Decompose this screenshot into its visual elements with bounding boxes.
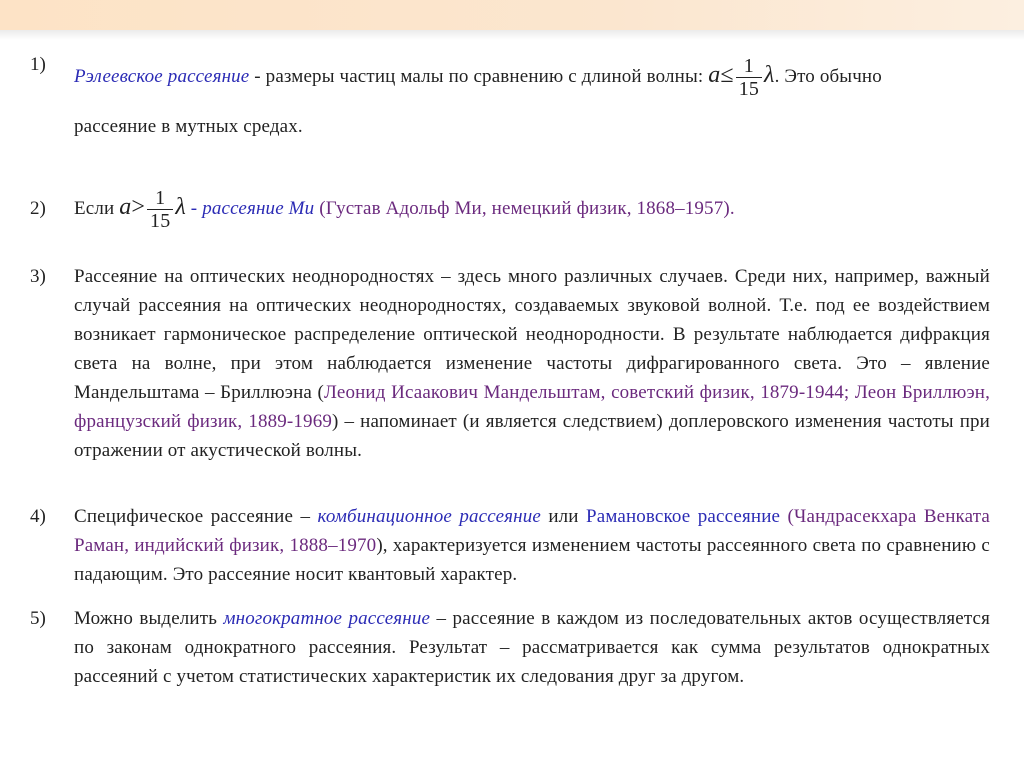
formula-fraction	[736, 55, 762, 100]
item-text-part: или	[540, 506, 587, 527]
formula-a: a	[708, 62, 721, 88]
person-mandelstam: Леонид Исаакович Мандельштам, советский физик, 1879-1944	[323, 382, 844, 403]
list-item-4	[30, 502, 990, 589]
list-item-5	[30, 604, 990, 691]
fraction-denominator: 15	[738, 78, 760, 101]
item-text	[74, 604, 990, 691]
item-text	[74, 262, 990, 465]
item-number: 4)	[30, 506, 46, 527]
fraction-denominator: 15	[150, 210, 171, 233]
slide-body	[0, 40, 1024, 767]
formula-le: ≤	[720, 62, 734, 88]
item-text-part: Можно выделить	[74, 608, 224, 629]
item-text-dash: -	[185, 198, 203, 219]
person-mie: (Густав Адольф Ми, немецкий физик, 1868–1957).	[314, 198, 735, 219]
item-text-part: Рассеяние на оптических неоднородностях – здесь много различных случаев. Среди них, например, важный случай рассеяния на оптических неоднородностях, создаваемых звуковой волной. Т.е. под ее воздействием возникает гармоническое распределение оптической неоднородности. В результате наблюдается дифракция света на волне, при этом наблюдается изменение частоты дифрагированного света. Это – явление Мандельштама – Бриллюэна (	[74, 266, 990, 403]
item-text	[74, 50, 990, 102]
item-text-separator: ;	[843, 382, 855, 403]
list-item-2	[30, 182, 990, 234]
formula-lambda: λ	[764, 62, 775, 88]
list-item-3	[30, 262, 990, 465]
item-text-paren: (	[780, 506, 794, 527]
item-number: 1)	[30, 54, 46, 75]
top-band-shadow	[0, 30, 1024, 40]
term-raman: Рамановское рассеяние	[586, 506, 781, 527]
formula-lambda: λ	[175, 194, 186, 220]
item-text-part: ), характеризуется изменением частоты рассеянного света по сравнению с падающим. Это рассеяние носит квантовый характер.	[74, 535, 990, 585]
item-text-part: Если	[74, 198, 115, 219]
person-raman: Чандрасекхара Венката Раман, индийский физик, 1888–1970	[74, 506, 990, 556]
term-mie: рассеяние Ми	[202, 198, 315, 219]
top-band	[0, 0, 1024, 30]
item-text-part: - размеры частиц малы по сравнению с длиной волны:	[249, 66, 704, 87]
person-brillouin: Леон Бриллюэн, французский физик, 1889-1969	[74, 382, 990, 432]
item-number: 5)	[30, 608, 46, 629]
item-text	[74, 182, 990, 234]
item-number: 3)	[30, 266, 46, 287]
item-text-part: ) – напоминает (и является следствием) доплеровского изменения частоты при отражении от акустической волны.	[74, 411, 990, 461]
formula-a: a	[119, 194, 132, 220]
item-text-continuation: рассеяние в мутных средах.	[74, 116, 303, 137]
item-text	[74, 502, 990, 589]
fraction-numerator: 1	[147, 187, 173, 210]
item-text-part: – рассеяние в каждом из последовательных актов осуществляется по законам однократного рассеяния. Результат – рассматривается как сумма результатов однократных рассеяний с учетом статистических характеристик их следования друг за другом.	[74, 608, 990, 687]
item-number: 2)	[30, 198, 46, 219]
fraction-numerator: 1	[736, 55, 762, 78]
item-text-part: . Это обычно	[774, 66, 882, 87]
term-multiple-scattering: многократное рассеяние	[223, 608, 431, 629]
term-raman-combinational: комбинационное рассеяние	[317, 506, 541, 527]
item-text-part: Специфическое рассеяние –	[74, 506, 318, 527]
term-rayleigh: Рэлеевское рассеяние	[74, 66, 250, 87]
formula-fraction	[147, 187, 173, 232]
formula-gt: >	[131, 194, 146, 220]
list-item-1	[30, 50, 990, 141]
